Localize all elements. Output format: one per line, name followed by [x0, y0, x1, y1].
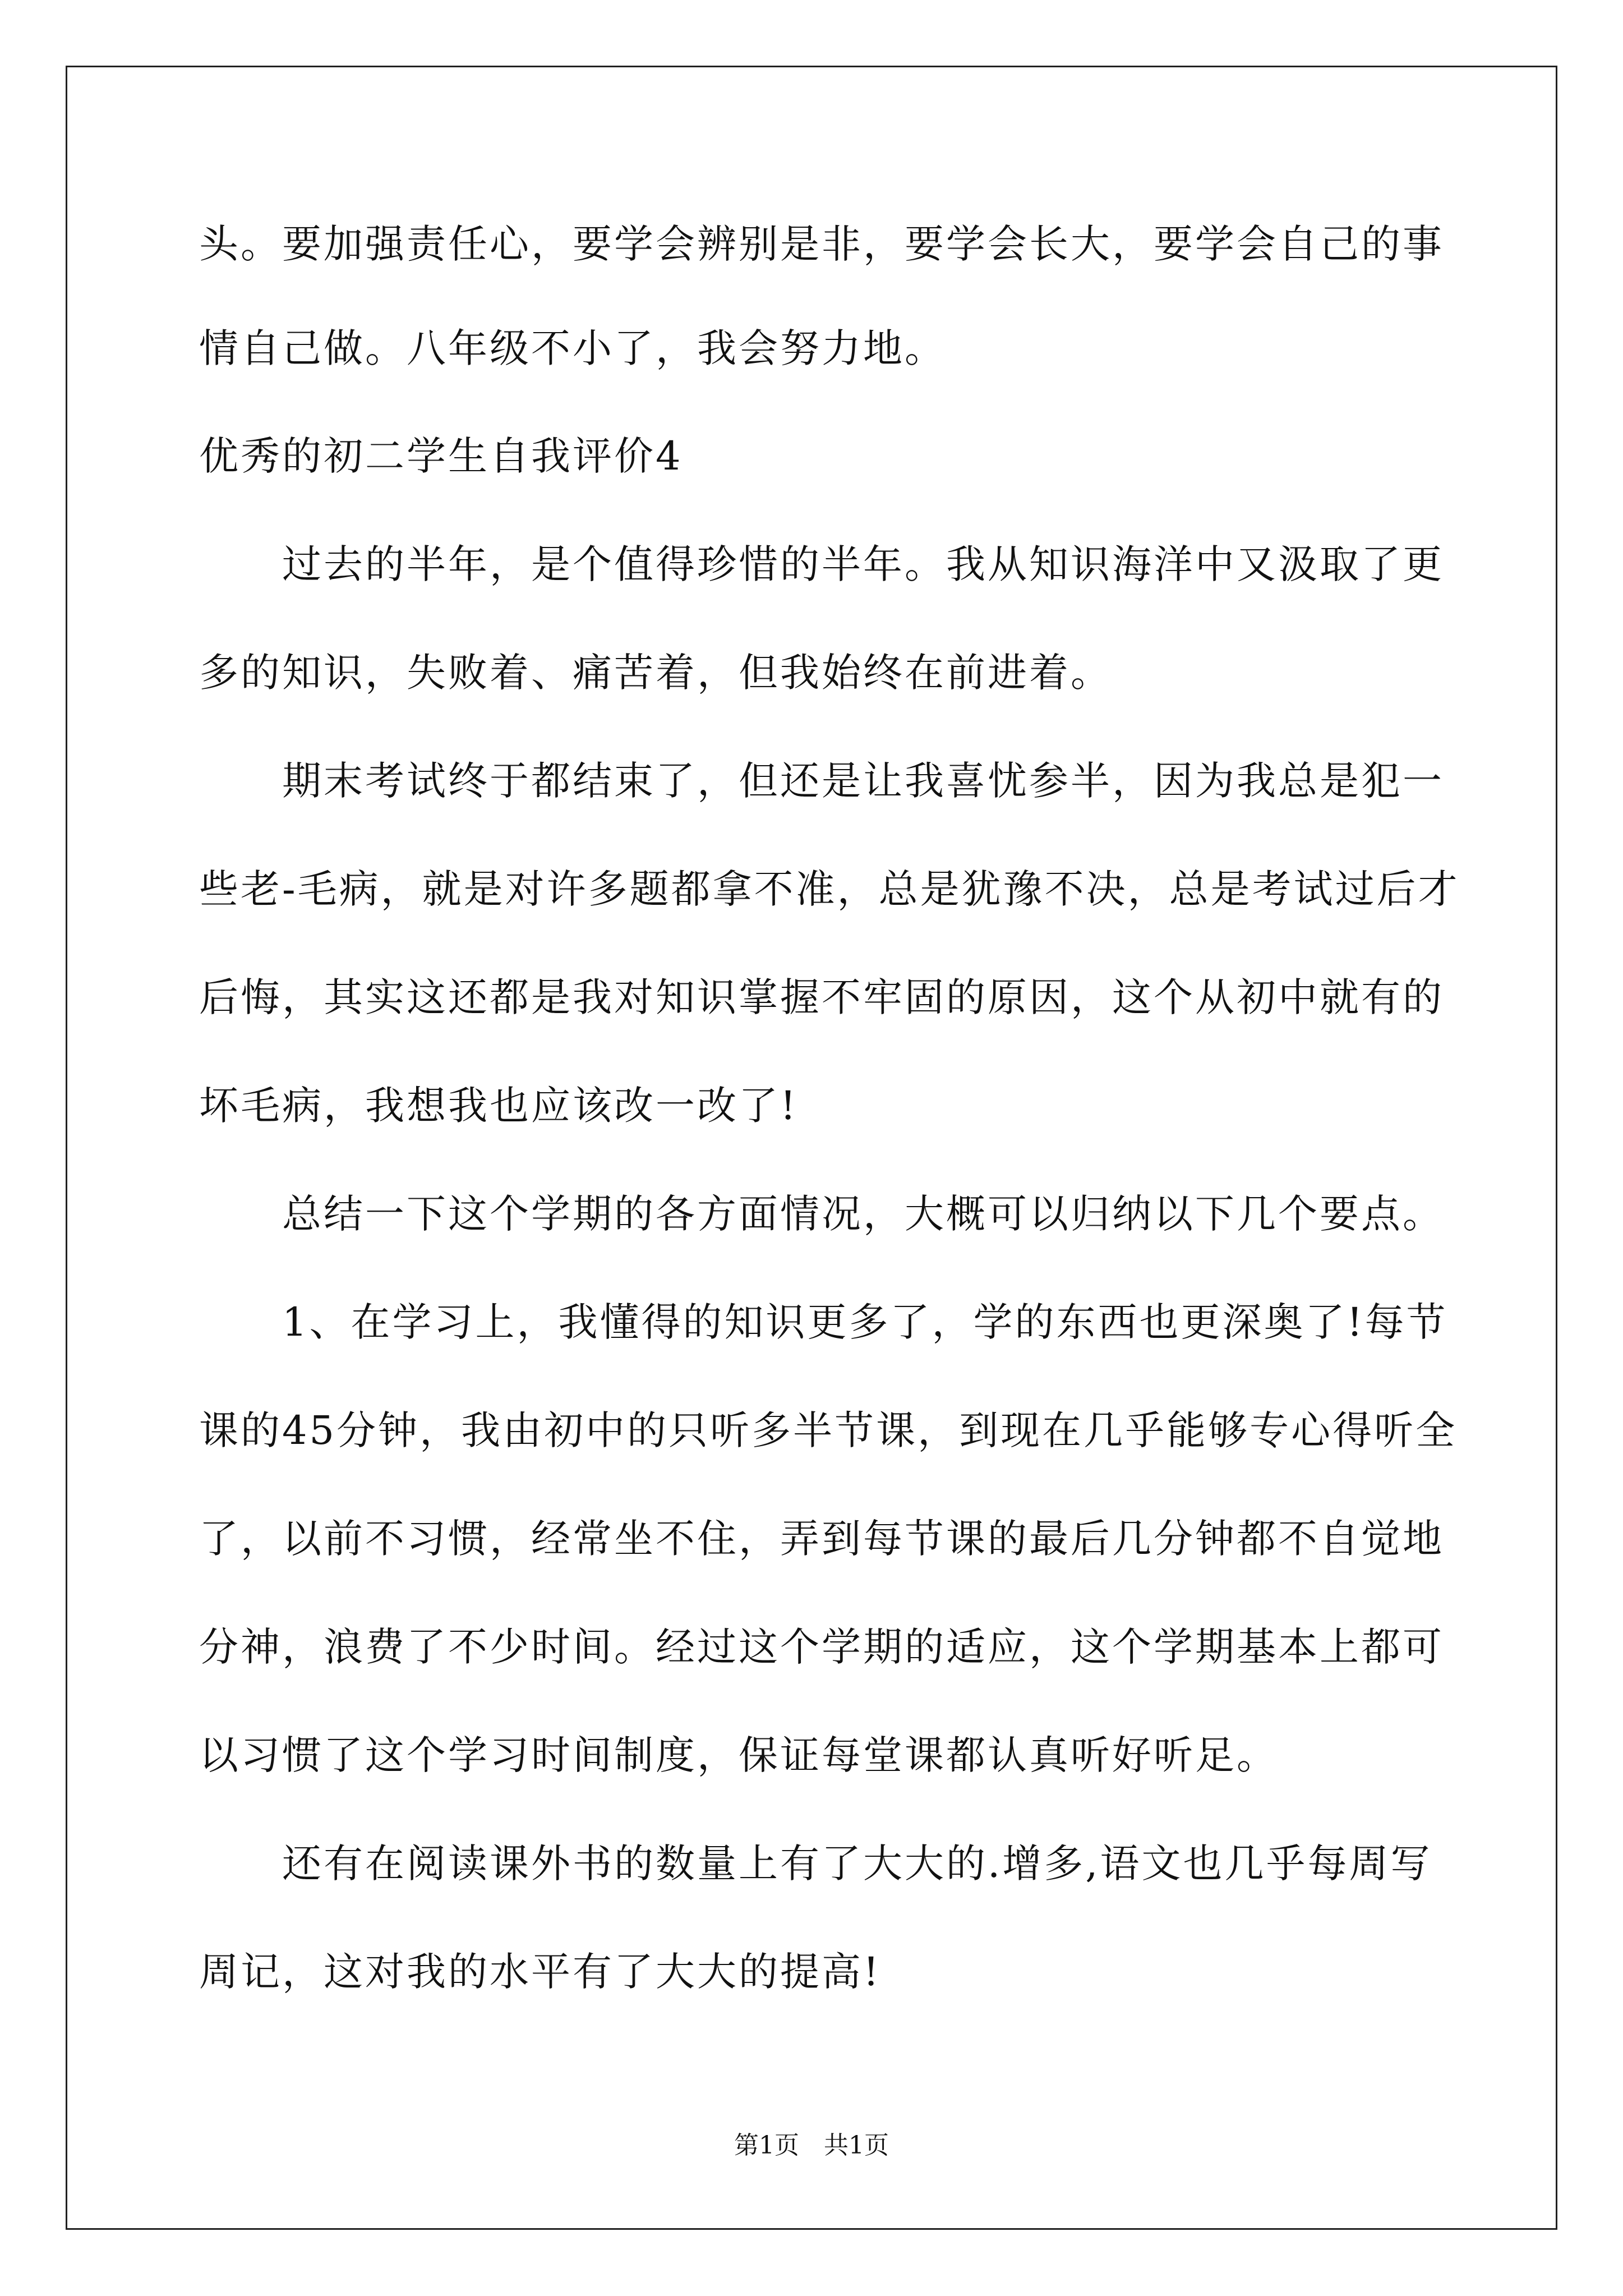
text-line: 些老-毛病，就是对许多题都拿不准，总是犹豫不决，总是考试过后才 — [199, 866, 1460, 912]
section-heading: 优秀的初二学生自我评价4 — [199, 433, 683, 479]
text-line: 情自己做。八年级不小了，我会努力地。 — [199, 325, 946, 371]
text-line: 坏毛病，我想我也应该改一改了! — [199, 1083, 799, 1129]
text-line: 以习惯了这个学习时间制度，保证每堂课都认真听好听足。 — [199, 1732, 1278, 1778]
page-number: 第1页 共1页 — [734, 2131, 889, 2160]
paragraph-start-line: 期末考试终于都结束了，但还是让我喜忧参半，因为我总是犯一 — [282, 758, 1444, 804]
text-line: 头。要加强责任心，要学会辨别是非，要学会长大，要学会自己的事 — [199, 221, 1444, 267]
text-line: 了，以前不习惯，经常坐不住，弄到每节课的最后几分钟都不自觉地 — [199, 1516, 1444, 1562]
paragraph-start-line: 1、在学习上，我懂得的知识更多了，学的东西也更深奥了!每节 — [282, 1299, 1448, 1345]
text-line: 课的45分钟，我由初中的只听多半节课，到现在几乎能够专心得听全 — [199, 1407, 1458, 1453]
paragraph-start-line: 过去的半年，是个值得珍惜的半年。我从知识海洋中又汲取了更 — [282, 541, 1444, 587]
text-line: 后悔，其实这还都是我对知识掌握不牢固的原因，这个从初中就有的 — [199, 974, 1444, 1020]
text-line: 分神，浪费了不少时间。经过这个学期的适应，这个学期基本上都可 — [199, 1624, 1444, 1670]
page-border — [66, 66, 1557, 2230]
text-line: 周记，这对我的水平有了大大的提高! — [199, 1949, 882, 1995]
paragraph-start-line: 总结一下这个学期的各方面情况，大概可以归纳以下几个要点。 — [282, 1191, 1444, 1237]
paragraph-start-line: 还有在阅读课外书的数量上有了大大的.增多,语文也几乎每周写 — [282, 1841, 1432, 1887]
text-line: 多的知识，失败着、痛苦着，但我始终在前进着。 — [199, 650, 1112, 696]
